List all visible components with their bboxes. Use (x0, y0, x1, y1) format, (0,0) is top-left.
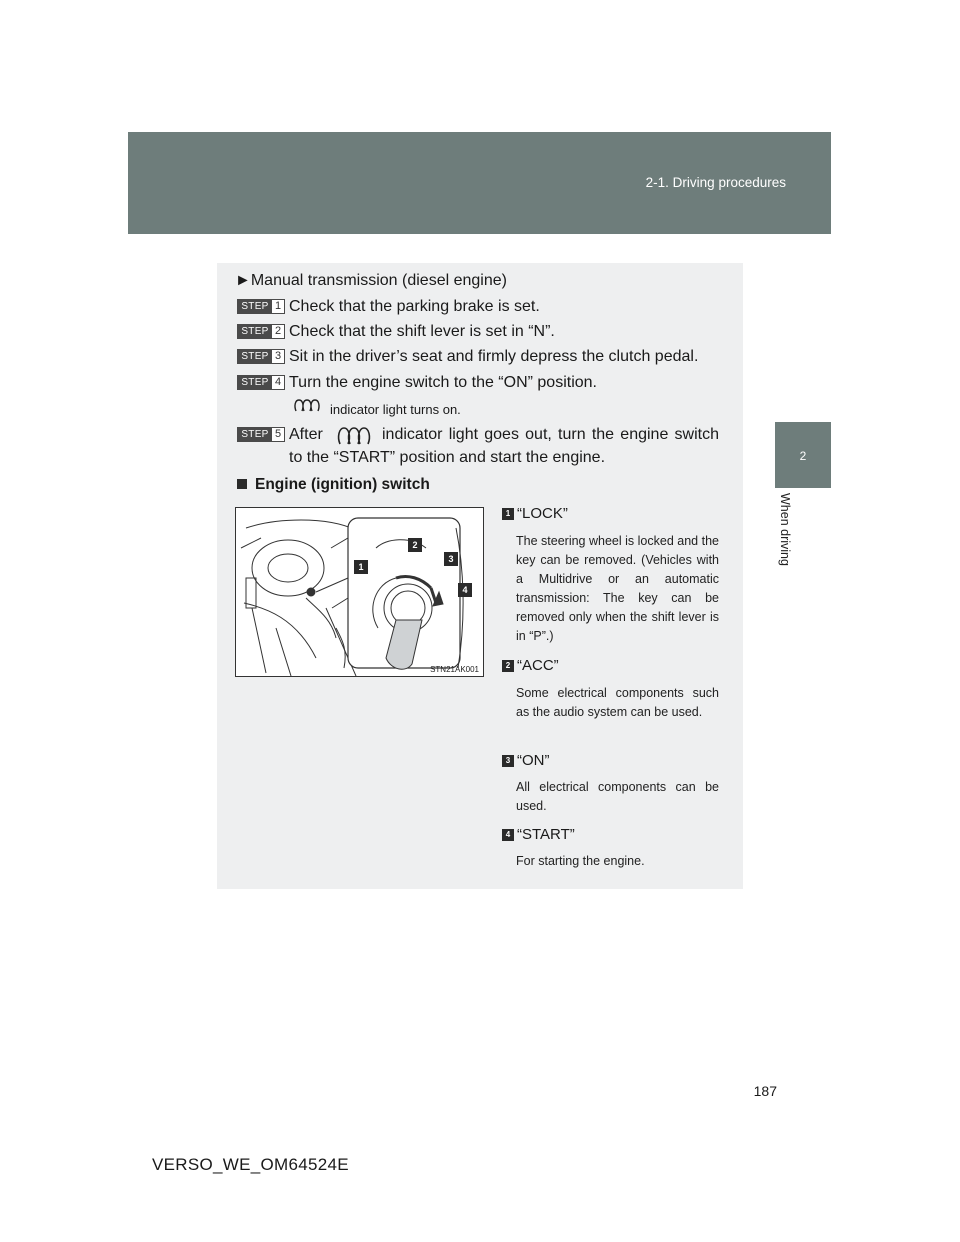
position-title: “LOCK” (517, 505, 568, 522)
section-title: 2-1. Driving procedures (645, 175, 786, 190)
chapter-header (128, 132, 831, 234)
step-number: 4 (272, 376, 284, 389)
step-number: 2 (272, 325, 284, 338)
document-code: VERSO_WE_OM64524E (152, 1155, 349, 1174)
position-badge: 3 (502, 755, 514, 767)
page-number: 187 (753, 1083, 777, 1099)
position-title: “ON” (517, 752, 550, 769)
figure-label: 2 (408, 538, 422, 552)
step-badge (237, 375, 285, 390)
step5-suffix: indicator light goes out, turn the engine switch (382, 426, 719, 443)
step-text: Check that the shift lever is set in “N”. (289, 323, 555, 340)
chapter-number: 2 (799, 449, 807, 463)
figure-caption: STN21AK001 (430, 665, 479, 674)
chapter-label (770, 493, 802, 583)
position-title: “START” (517, 826, 575, 843)
ignition-illustration (236, 508, 484, 677)
position-description: For starting the engine. (516, 854, 645, 868)
chapter-label-text: When driving (778, 493, 792, 566)
figure-label: 4 (458, 583, 472, 597)
position-description: Some electrical components such as the audio system can be used. (516, 686, 719, 719)
step-badge (237, 299, 285, 314)
chapter-tab (775, 422, 831, 488)
position-description: All electrical components can be used. (516, 780, 719, 813)
step-badge (237, 427, 285, 442)
figure-label: 3 (444, 552, 458, 566)
ignition-switch-figure (235, 507, 484, 677)
step-number: 1 (272, 300, 284, 313)
square-bullet-icon (237, 479, 247, 489)
glow-plug-indicator-icon (292, 397, 326, 413)
glow-plug-indicator-icon (335, 424, 377, 446)
step-text: Sit in the driver’s seat and firmly depress the clutch pedal. (289, 348, 699, 365)
step-text: Turn the engine switch to the “ON” position. (289, 374, 597, 391)
step-word: STEP (238, 428, 272, 441)
step-number: 5 (272, 428, 284, 441)
mode-title: ►Manual transmission (diesel engine) (235, 272, 507, 289)
figure-label: 1 (354, 560, 368, 574)
position-badge: 1 (502, 508, 514, 520)
step5-prefix: After (289, 426, 323, 443)
section-heading-text: Engine (ignition) switch (255, 476, 430, 493)
step-number: 3 (272, 350, 284, 363)
step-word: STEP (238, 350, 272, 363)
step-word: STEP (238, 300, 272, 313)
indicator-note: indicator light turns on. (330, 402, 461, 417)
step-word: STEP (238, 376, 272, 389)
position-badge: 2 (502, 660, 514, 672)
step5-line2: to the “START” position and start the engine. (289, 449, 606, 466)
step-badge (237, 349, 285, 364)
step-text: Check that the parking brake is set. (289, 298, 540, 315)
step-word: STEP (238, 325, 272, 338)
position-badge: 4 (502, 829, 514, 841)
section-heading (237, 476, 430, 494)
position-description: The steering wheel is locked and the key can be removed. (Vehicles with a Multidrive or an automatic transmission: The key can be removed only when the shift lever is in “P”.) (516, 534, 719, 643)
position-title: “ACC” (517, 657, 559, 674)
step-badge (237, 324, 285, 339)
